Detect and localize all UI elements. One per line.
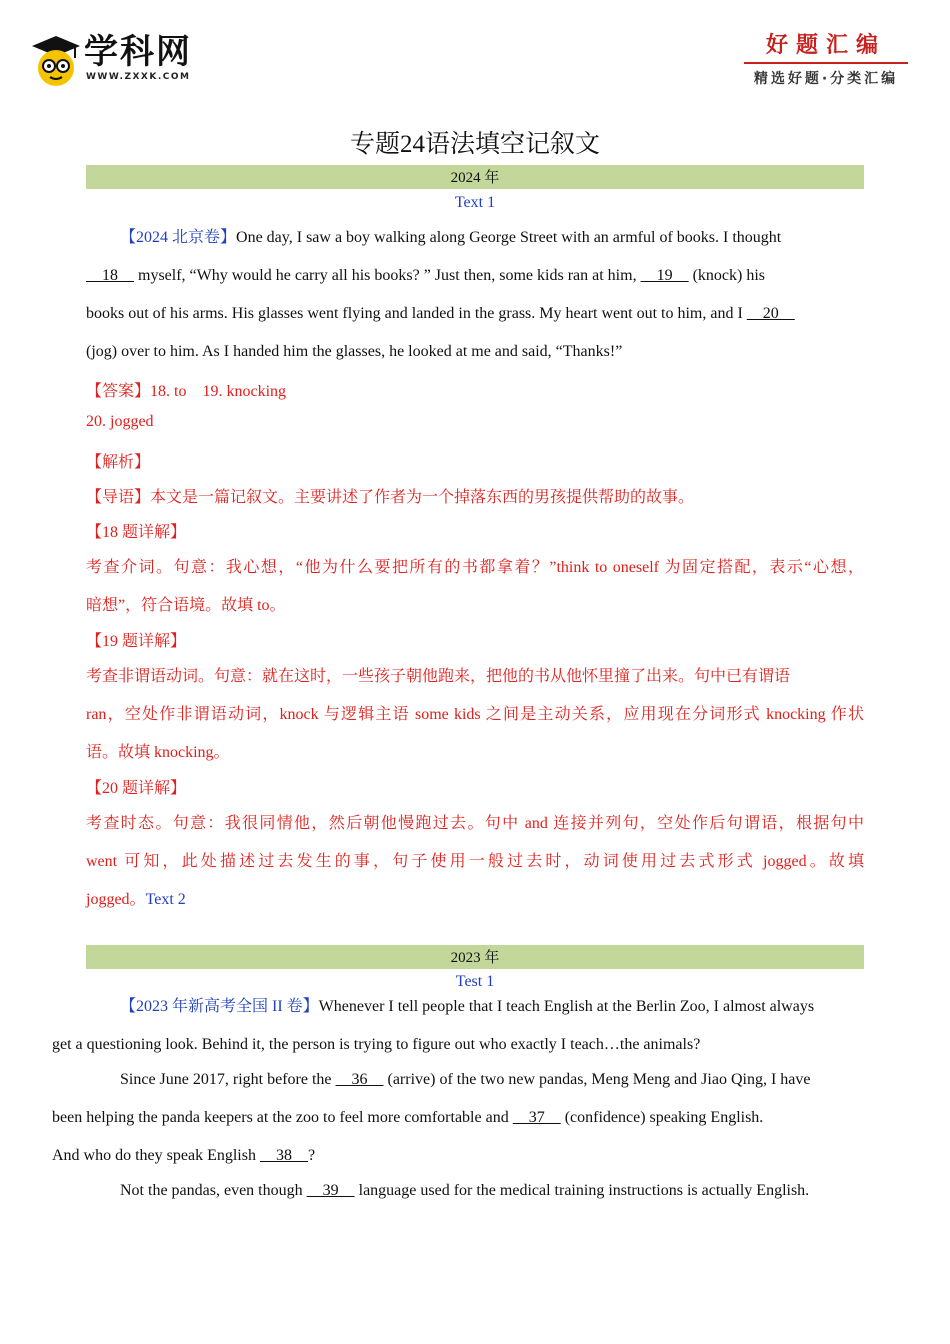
- q19-line-1: 考查非谓语动词。句意：就在这时，一些孩子朝他跑来，把他的书从他怀里撞了出来。句中已有谓语: [86, 668, 791, 685]
- blank-38: 38: [259, 1147, 308, 1164]
- logo: [30, 32, 210, 90]
- answer-label: 【答案】: [86, 383, 151, 400]
- analysis-label: 【解析】: [86, 454, 151, 471]
- q19-line-3: 语。故填 knocking。: [86, 744, 230, 761]
- passage-2023-p2: Since June 2017, right before the 36 (arrive) of the two new pandas, Meng Meng and Jiao Qing, I have been helping the panda keepers at the zoo to feel more comfortable and 37 (confidence) speaking English. And who do they speak English 38 ?: [52, 1071, 811, 1164]
- blank-18: 18: [86, 267, 134, 284]
- mascot-icon: [30, 34, 82, 88]
- q18-label: 【18 题详解】: [86, 524, 187, 541]
- passage-2023-p3: Not the pandas, even though 39 language used for the medical training instructions is actually English.: [120, 1182, 810, 1199]
- q20-label: 【20 题详解】: [86, 780, 187, 797]
- passage-2024: 【2024 北京卷】One day, I saw a boy walking along George Street with an armful of books. I thought 18 myself, “Why would he carry all his books? ” Just then, some kids ran at him, 19 (knock) his books out of his arms. His glasses went flying and landed in the grass. My heart went out to him, and I 20 (jog) over to him. As I handed him the glasses, he looked at me and said, “Thanks!”: [86, 229, 795, 360]
- next-text-label: Text 2: [145, 891, 186, 908]
- q19-label: 【19 题详解】: [86, 633, 187, 650]
- answer-line-1: 【答案】18. to 19. knocking: [86, 383, 287, 400]
- passage-2023-p1: 【2023 年新高考全国 II 卷】Whenever I tell people that I teach English at the Berlin Zoo, I almost always get a questioning look. Behind it, the person is trying to figure out who exactly I teach…the animals?: [52, 998, 815, 1053]
- q19-line-2: ran，空处作非谓语动词，knock 与逻辑主语 some kids 之间是主动关系，应用现在分词形式 knocking 作状: [86, 706, 864, 723]
- q20-line-2: went 可知，此处描述过去发生的事，句子使用一般过去时，动词使用过去式形式 jogged。故填: [86, 853, 864, 870]
- year-bar-2023: 2023 年: [86, 945, 864, 969]
- blank-37: 37: [512, 1109, 561, 1126]
- brand-stamp: [740, 32, 912, 94]
- text-label-2023: Test 1: [455, 973, 495, 990]
- source-tag-2023: 【2023 年新高考全国 II 卷】: [120, 998, 319, 1015]
- guide-text: 【导语】本文是一篇记叙文。主要讲述了作者为一个掉落东西的男孩提供帮助的故事。: [86, 489, 695, 506]
- logo-text: 学科网: [84, 32, 192, 72]
- blank-39: 39: [306, 1182, 355, 1199]
- blank-19: 19: [640, 267, 689, 284]
- source-tag-2024: 【2024 北京卷】: [120, 229, 237, 246]
- stamp-divider: [744, 62, 908, 64]
- text-label-2024: Text 1: [454, 194, 496, 211]
- q20-line-3: jogged。Text 2: [86, 891, 186, 908]
- stamp-title: 好题汇编: [765, 33, 886, 58]
- logo-url: WWW.ZXXK.COM: [86, 72, 191, 82]
- stamp-subtitle: 精选好题·分类汇编: [753, 71, 899, 87]
- blank-20: 20: [746, 305, 795, 322]
- page-title: 专题24语法填空记叙文: [349, 131, 600, 158]
- q20-line-1: 考查时态。句意：我很同情他，然后朝他慢跑过去。句中 and 连接并列句，空处作后句谓语，根据句中: [86, 815, 864, 832]
- q18-line-1: 考查介词。句意：我心想，“他为什么要把所有的书都拿着？”think to oneself 为固定搭配，表示“心想，: [86, 559, 864, 576]
- year-bar-2024: 2024 年: [86, 165, 864, 189]
- q18-line-2: 暗想”，符合语境。故填 to。: [86, 597, 286, 614]
- answer-line-2: 20. jogged: [86, 413, 154, 430]
- blank-36: 36: [335, 1071, 384, 1088]
